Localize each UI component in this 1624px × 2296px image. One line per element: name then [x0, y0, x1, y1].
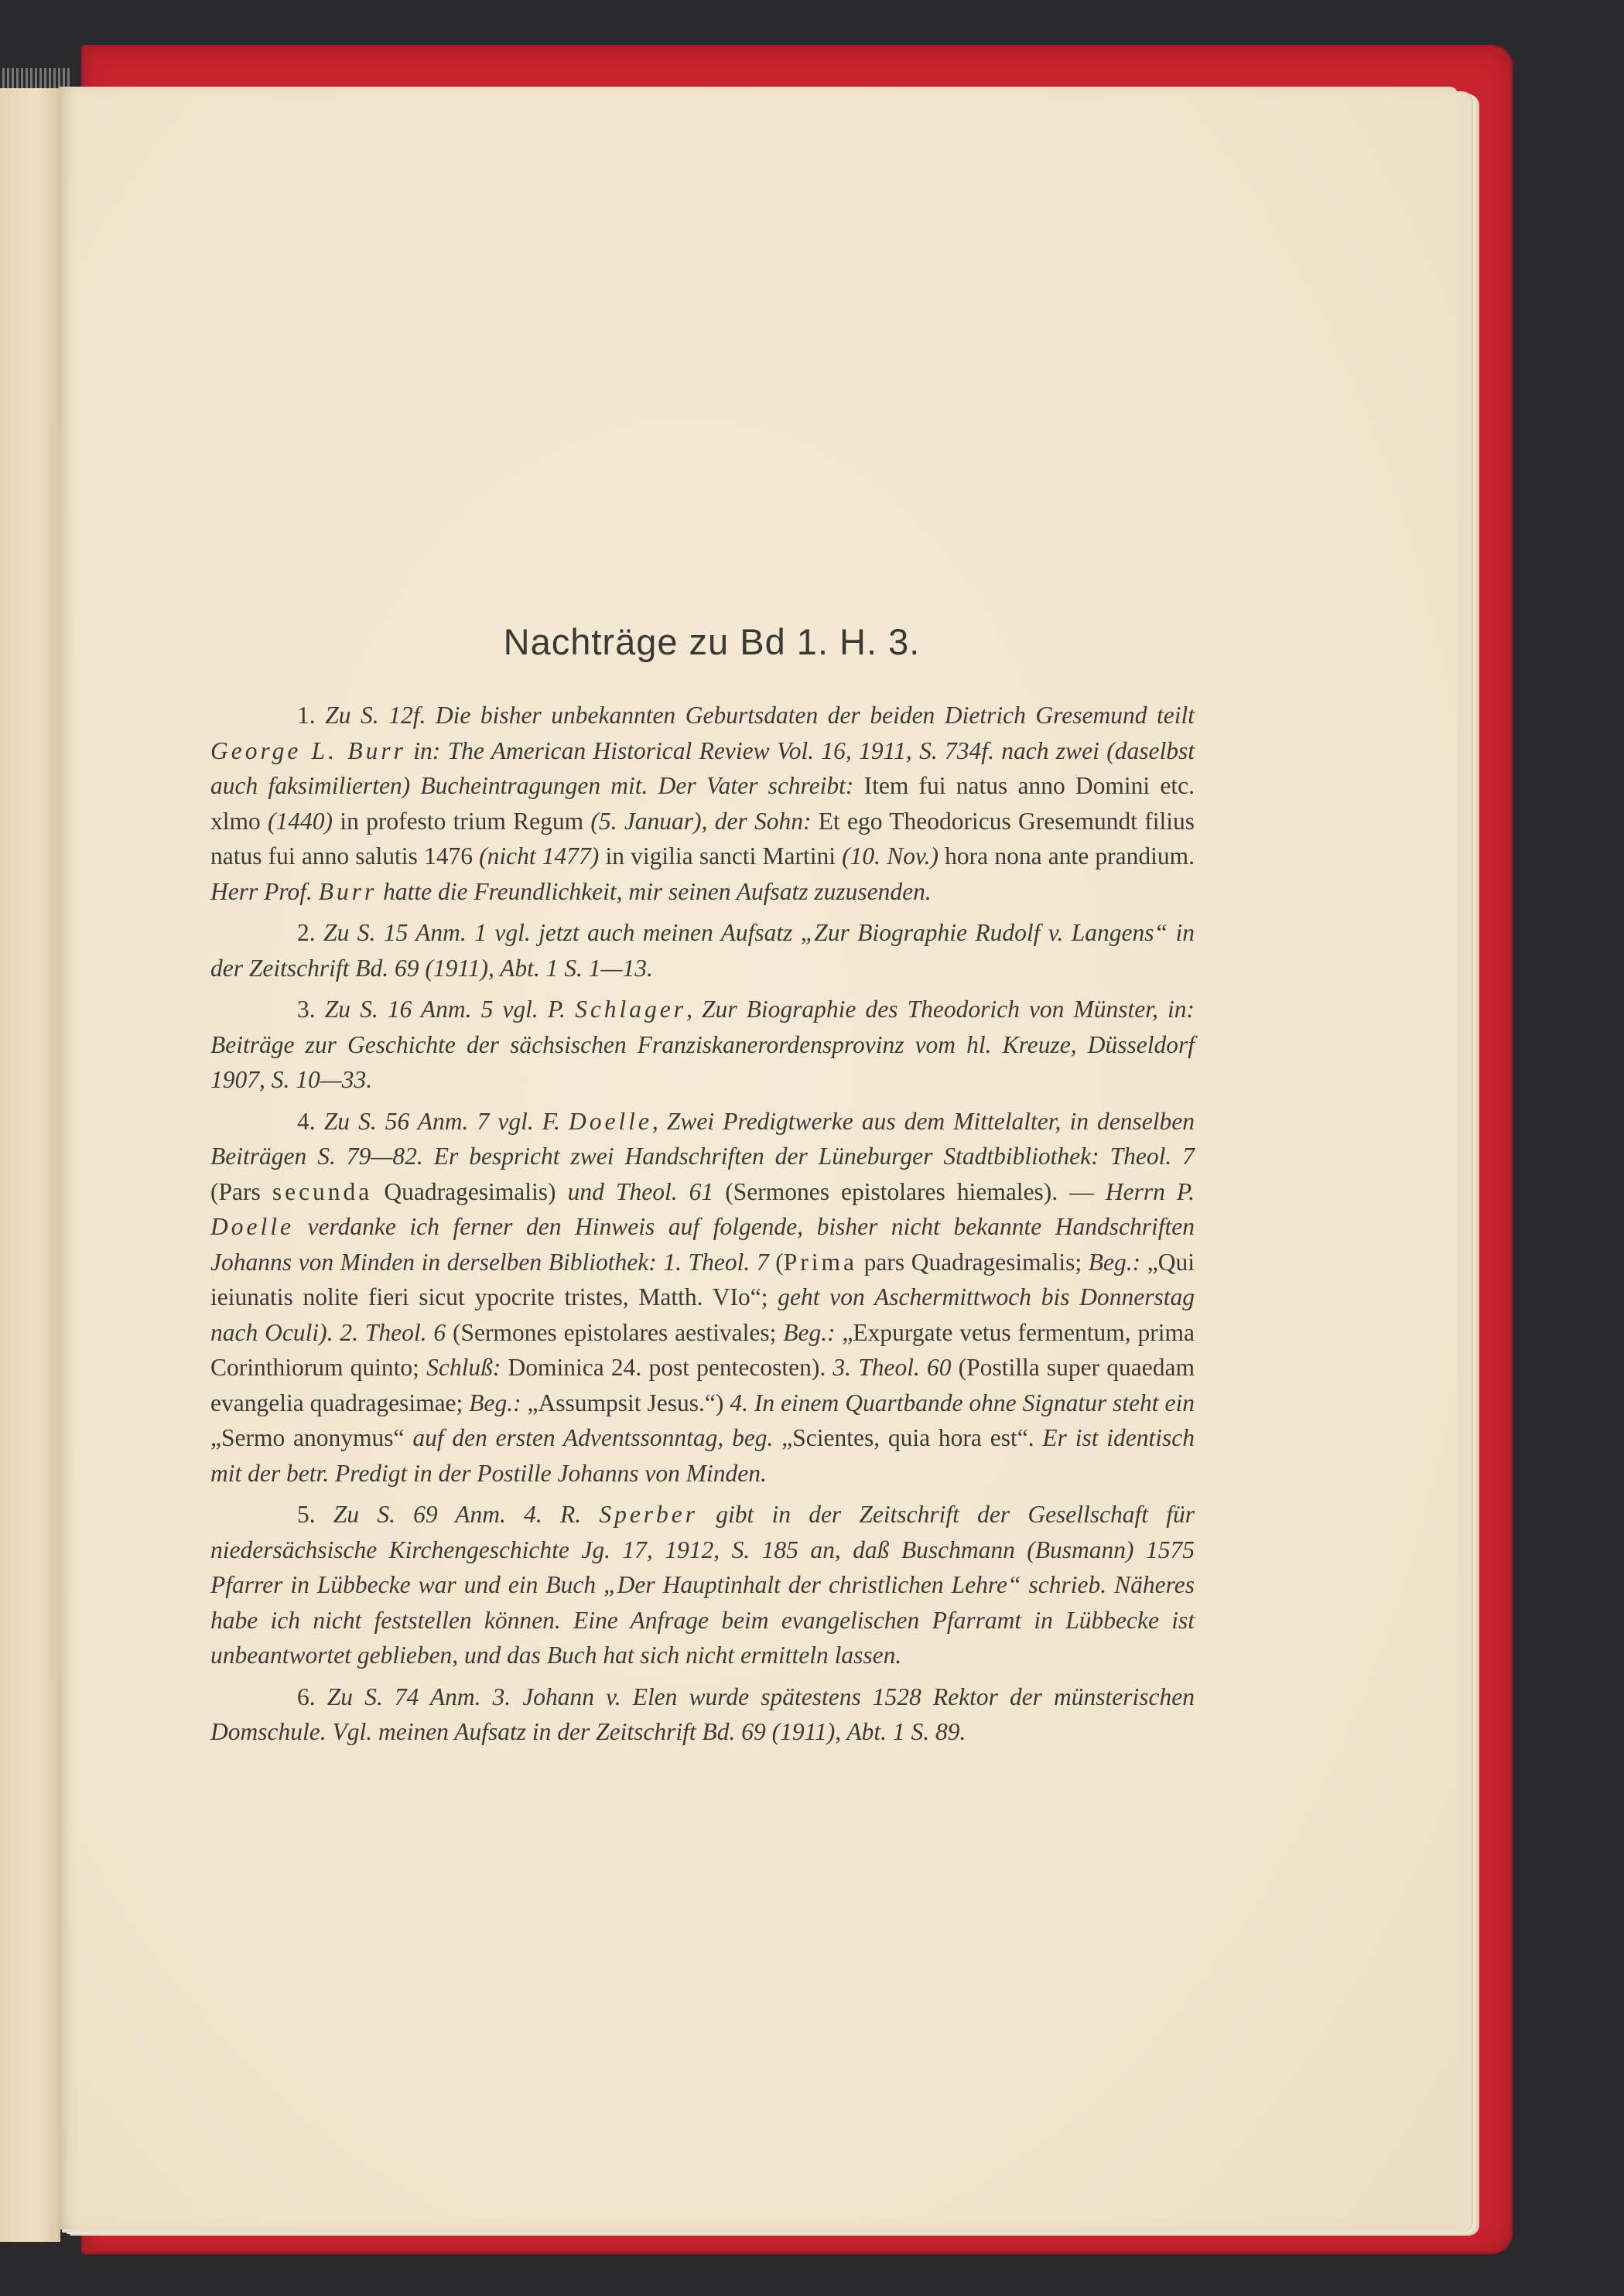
entry-text-segment: „Scientes, quia hora est“.	[773, 1424, 1043, 1451]
entry-number: 1.	[297, 702, 326, 729]
addendum-entry	[210, 1679, 1195, 1750]
entry-text-segment: Burr	[318, 877, 378, 905]
entry-text-segment: (1440)	[268, 807, 333, 835]
entry-text-segment: 3. Theol. 60	[833, 1354, 952, 1381]
entry-text-segment: Zu S. 15 Anm. 1 vgl. jetzt auch meinen Aufsatz „Zur Biographie Rudolf v. Langens“ in der Zeitschrift Bd. 69 (1911), Abt. 1 S. 1—13.	[210, 919, 1195, 982]
entry-text-segment: Doelle	[568, 1107, 652, 1135]
entry-text-segment: (Postilla super quaedam evangelia quadragesimae;	[210, 1354, 1195, 1416]
entry-text-segment: pars Quadragesimalis;	[857, 1248, 1089, 1276]
entry-text-segment: Beg.:	[469, 1389, 521, 1416]
entry-text-segment: Zu S. 56 Anm. 7 vgl. F.	[323, 1107, 569, 1135]
entry-text-segment: , Zur Biographie des Theodorich von Münster, in: Beiträge zur Geschichte der sächsischen Franziskanerordensprovinz vom hl. Kreuze, Düsseldorf 1907, S. 10—33.	[210, 996, 1195, 1093]
entry-number: 4.	[297, 1107, 324, 1135]
addendum-entry	[210, 1497, 1195, 1673]
entry-text-segment: hatte die Freundlichkeit, mir seinen Aufsatz zuzusenden.	[377, 877, 932, 905]
entry-text-segment: (Sermones epistolares hiemales). —	[713, 1177, 1106, 1205]
entry-text-segment: hora nona ante prandium.	[939, 842, 1195, 870]
addendum-entry	[210, 992, 1195, 1098]
addendum-entry	[210, 915, 1195, 986]
entry-text-segment: (nicht 1477)	[479, 842, 600, 870]
entry-number: 3.	[297, 996, 325, 1023]
entry-text-segment: , Zwei Predigtwerke aus dem Mittelalter, in denselben Beiträgen S. 79—82. Er bespricht zwei Handschriften der Lüneburger Stadtbibliothek: Theol. 7	[210, 1107, 1195, 1170]
entry-text-segment: in profesto trium Regum	[333, 807, 591, 835]
addendum-entry	[210, 698, 1195, 909]
entry-text-segment: Item fui natus anno Domini etc. xlmo	[210, 772, 1195, 835]
entry-text-segment: in vigilia sancti Martini	[599, 842, 843, 870]
entry-text-segment: Dominica 24. post pentecosten).	[501, 1354, 833, 1381]
entry-text-segment: Herrn P.	[1105, 1177, 1195, 1205]
entry-text-segment: verdanke ich ferner den Hinweis auf folgende, bisher nicht bekannte Handschriften Johanns von Minden in derselben Bibliothek: 1. Theol. 7	[210, 1213, 1195, 1276]
entry-text-segment: Zu S. 69 Anm. 4. R.	[333, 1501, 600, 1528]
entry-number: 5.	[297, 1501, 333, 1528]
entry-text-segment: Beg.:	[1088, 1248, 1141, 1276]
addendum-entry	[210, 1104, 1195, 1491]
page-heading: Nachträge zu Bd 1. H. 3.	[503, 621, 921, 662]
entry-text-segment: geht von Aschermittwoch bis Donnerstag nach Oculi). 2. Theol. 6	[210, 1283, 1195, 1346]
entry-text-segment: (10. Nov.)	[842, 842, 939, 870]
entry-text-segment: (Pars	[210, 1177, 272, 1205]
entry-text-segment: Quadragesimalis)	[372, 1177, 568, 1205]
facing-page-edge	[0, 71, 60, 2242]
entry-text-segment: Zu S. 74 Anm. 3. Johann v. Elen wurde spätestens 1528 Rektor der münsterischen Domschule. Vgl. meinen Aufsatz in der Zeitschrift Bd. 69 (1911), Abt. 1 S. 89.	[210, 1683, 1195, 1745]
entry-text-segment: Sperber	[599, 1501, 699, 1528]
entry-text-segment: „Sermo anonymus“	[210, 1424, 413, 1451]
entry-text-segment: Doelle	[210, 1213, 294, 1240]
entry-text-segment: „Assumpsit Jesus.“)	[521, 1389, 730, 1416]
entry-text-segment: George L. Burr	[210, 736, 406, 764]
entry-text-segment: 4. In einem Quartbande ohne Signatur steht ein	[730, 1389, 1195, 1416]
entry-text-segment: Prima	[783, 1248, 857, 1276]
entry-text-segment: secunda	[272, 1177, 373, 1205]
entry-text-segment: Beg.:	[783, 1318, 836, 1346]
entry-number: 6.	[297, 1683, 327, 1710]
entry-text-segment: „Qui ieiunatis nolite fieri sicut ypocrite tristes, Matth. VIo“;	[210, 1248, 1195, 1310]
entry-text-segment: in: The American Historical Review Vol. 16, 1911, S. 734f. nach zwei (daselbst auch faksimilierten) Bucheintragungen mit. Der Vater schreibt:	[210, 736, 1195, 799]
entry-text-segment: (	[768, 1248, 784, 1276]
entry-text-segment: Zu S. 12f. Die bisher unbekannten Geburtsdaten der beiden Dietrich Gresemund teilt	[325, 702, 1195, 729]
entry-text-segment: „Expurgate vetus fermentum, prima Corinthiorum quinto;	[210, 1318, 1195, 1381]
entry-text-segment: Zu S. 16 Anm. 5 vgl. P.	[324, 996, 576, 1023]
entry-text-segment: und Theol. 61	[567, 1177, 714, 1205]
entry-number: 2.	[297, 919, 324, 946]
entry-text-segment: Et ego Theodoricus Gresemundt filius natus fui anno salutis 1476	[210, 807, 1195, 870]
entry-text-segment: Schluß:	[426, 1354, 501, 1381]
entry-text-segment: Er ist identisch mit der betr. Predigt in der Postille Johanns von Minden.	[210, 1424, 1195, 1487]
entry-text-segment: Herr Prof.	[210, 877, 319, 905]
book-headband	[0, 68, 71, 88]
entry-text-segment: auf den ersten Adventssonntag, beg.	[412, 1424, 774, 1451]
entry-text-segment: (Sermones epistolares aestivales;	[446, 1318, 784, 1346]
entry-text-segment: Schlager	[575, 996, 687, 1023]
entry-text-segment: gibt in der Zeitschrift der Gesellschaft für niedersächsische Kirchengeschichte Jg. 17, 1912, S. 185 an, daß Buschmann (Busmann) 1575 Pfarrer in Lübbecke war und ein Buch „Der Hauptinhalt der christlichen Lehre“ schrieb. Näheres habe ich nicht feststellen können. Eine Anfrage beim evangelischen Pfarramt in Lübbecke ist unbeantwortet geblieben, und das Buch hat sich nicht ermitteln lassen.	[210, 1501, 1195, 1669]
entry-text-segment: (5. Januar), der Sohn:	[590, 807, 812, 835]
addenda-text	[210, 698, 1195, 1756]
